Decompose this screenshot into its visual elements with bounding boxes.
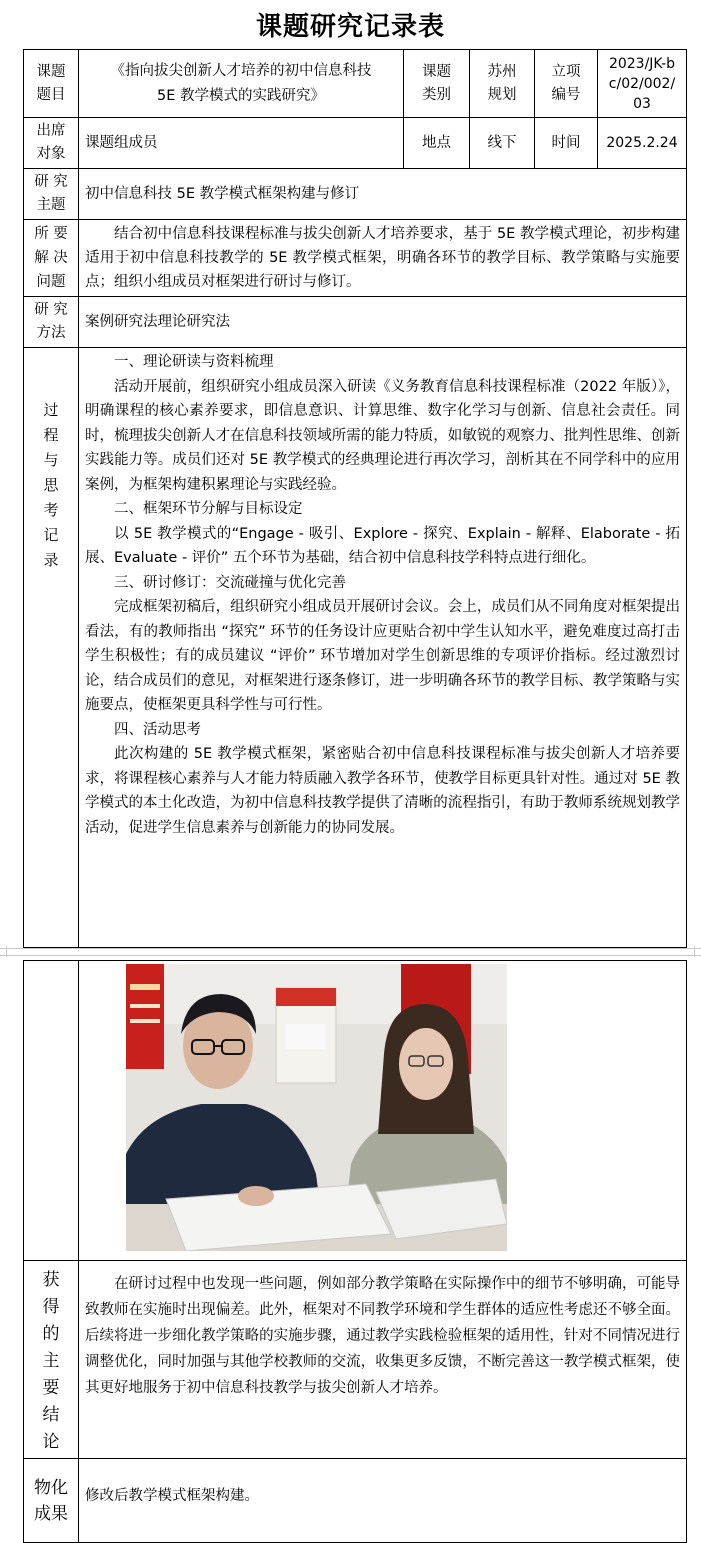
code-label: 立项 编号 [535, 50, 598, 118]
theme-label: 研 究 主题 [24, 169, 79, 220]
process-heading-1: 一、理论研读与资料梳理 [114, 354, 274, 370]
record-table-top [23, 49, 687, 948]
conclusion-label: 获 得 的 主 要 结 论 [24, 1261, 79, 1459]
place-value: 线下 [470, 118, 535, 169]
problem-value: 结合初中信息科技课程标准与拔尖创新人才培养要求，基于 5E 教学模式理论，初步构建适用于初中信息科技教学的 5E 教学模式框架，明确各环节的教学目标、教学策略与实施要点；组织小组成员对框架进行研讨与修订。 [79, 220, 687, 297]
place-label: 地点 [404, 118, 470, 169]
process-heading-3: 三、研讨修订：交流碰撞与优化完善 [114, 574, 346, 591]
process-body [79, 348, 687, 948]
outcome-value: 修改后教学模式框架构建。 [79, 1459, 687, 1543]
problem-label: 所 要 解 决 问题 [24, 220, 79, 297]
topic-label: 课题 题目 [24, 50, 79, 118]
outcome-label: 物化 成果 [24, 1459, 79, 1543]
theme-value: 初中信息科技 5E 教学模式框架构建与修订 [79, 169, 687, 220]
process-label: 过 程 与 思 考 记 录 [24, 348, 79, 948]
process-paragraph-1: 活动开展前，组织研究小组成员深入研读《义务教育信息科技课程标准（2022 年版）》，明确课程的核心素养要求，即信息意识、计算思维、数字化学习与创新、信息社会责任。同时，梳理拔尖创新人才在信息科技领域所需的能力特质，如敏锐的观察力、批判性思维、创新实践能力等。成员们还对 5E 教学模式的经典理论进行再次学习，剖析其在不同学科中的应用案例，为框架构建积累理论与实践经验。 [85, 378, 680, 493]
photo-label-cell [24, 961, 79, 1261]
process-heading-2: 二、框架环节分解与目标设定 [114, 501, 303, 517]
process-paragraph-3: 完成框架初稿后，组织研究小组成员开展研讨会议。会上，成员们从不同角度对框架提出看法，有的教师指出 “探究” 环节的任务设计应更贴合初中学生认知水平，避免难度过高打击学生积极性；有的成员建议 “评价” 环节增加对学生创新思维的专项评价指标。经过激烈讨论，结合成员们的意见，对框架进行逐条修订，进一步明确各环节的教学目标、教学策略与实施要点，使框架更具科学性与可行性。 [85, 599, 680, 713]
process-heading-4: 四、活动思考 [114, 721, 201, 738]
topic-value: 《指向拔尖创新人才培养的初中信息科技 5E 教学模式的实践研究》 [79, 50, 404, 118]
type-label: 课题 类别 [404, 50, 470, 118]
process-paragraph-4: 此次构建的 5E 教学模式框架，紧密贴合初中信息科技课程标准与拔尖创新人才培养要求，将课程核心素养与人才能力特质融入教学各环节，使教学目标更具针对性。通过对 5E 教学模式的本土化改造，为初中信息科技教学提供了清晰的流程指引，有助于教师系统规划教学活动，促进学生信息素养与创新能力的协同发展。 [85, 746, 680, 836]
time-label: 时间 [535, 118, 598, 169]
attendee-value: 课题组成员 [79, 118, 404, 169]
page-title: 课题研究记录表 [255, 12, 445, 42]
time-value: 2025.2.24 [598, 118, 687, 169]
code-value: 2023/JK-b c/02/002/ 03 [598, 50, 687, 118]
process-paragraph-2: 以 5E 教学模式的“Engage - 吸引、Explore - 探究、Explain - 解释、Elaborate - 拓展、Evaluate - 评价” 五个环节为基础，结合初中信息科技学科特点进行细化。 [85, 525, 680, 566]
page-break [0, 946, 701, 960]
method-value: 案例研究法理论研究法 [79, 297, 687, 348]
meeting-photo [126, 964, 507, 1251]
attendee-label: 出席 对象 [24, 118, 79, 169]
conclusion-value: 在研讨过程中也发现一些问题，例如部分教学策略在实际操作中的细节不够明确，可能导致教师在实施时出现偏差。此外，框架对不同教学环境和学生群体的适应性考虑还不够全面。后续将进一步细化教学策略的实施步骤，通过教学实践检验框架的适用性，针对不同情况进行调整优化，同时加强与其他学校教师的交流，收集更多反馈，不断完善这一教学模式框架，使其更好地服务于初中信息科技教学与拔尖创新人才培养。 [79, 1261, 687, 1459]
method-label: 研 究 方法 [24, 297, 79, 348]
type-value: 苏州 规划 [470, 50, 535, 118]
